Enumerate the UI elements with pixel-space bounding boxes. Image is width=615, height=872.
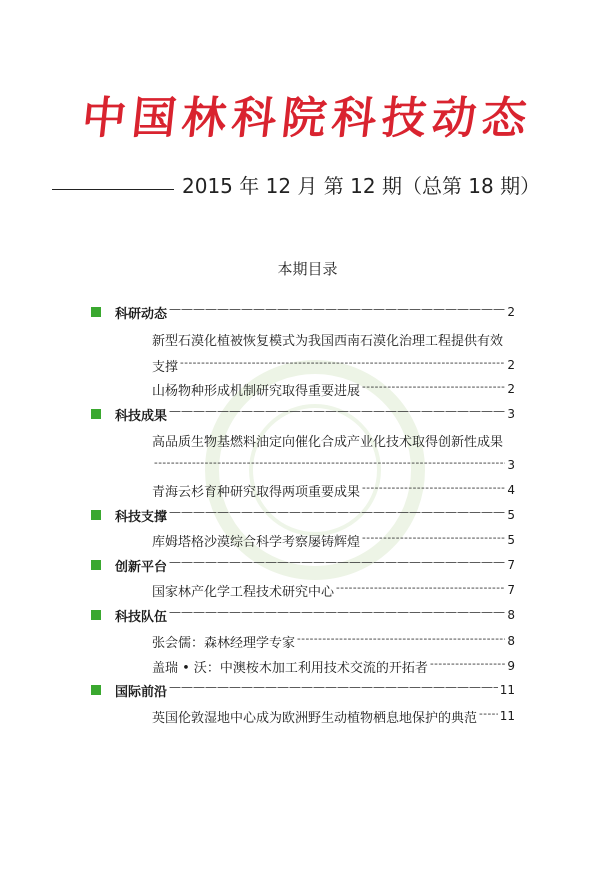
article-title-cont: 支撑 xyxy=(152,359,179,375)
leader-line xyxy=(169,407,505,421)
leader-line xyxy=(297,634,505,648)
toc-article[interactable] xyxy=(152,631,515,651)
leader-line xyxy=(169,608,505,622)
toc-heading: 本期目录 xyxy=(277,260,338,278)
article-title: 山杨物种形成机制研究取得重要进展 xyxy=(152,383,361,399)
issue-rule xyxy=(52,189,174,190)
page-number: 3 xyxy=(507,458,515,472)
square-bullet-icon xyxy=(91,409,101,419)
leader-line xyxy=(362,533,505,547)
toc-article-continued[interactable] xyxy=(152,355,515,375)
square-bullet-icon xyxy=(91,685,101,695)
section-label: 创新平台 xyxy=(115,559,168,575)
leader-line xyxy=(154,458,505,472)
page-number: 5 xyxy=(507,508,515,522)
page-number: 2 xyxy=(507,305,515,319)
section-label: 科技队伍 xyxy=(115,609,168,625)
issue-info: 2015 年 12 月 第 12 期（总第 18 期） xyxy=(182,174,541,198)
page-number: 8 xyxy=(507,634,515,648)
article-title: 青海云杉育种研究取得两项重要成果 xyxy=(152,484,361,500)
toc-section[interactable] xyxy=(91,555,515,575)
page-number: 2 xyxy=(507,358,515,372)
article-title: 高品质生物基燃料油定向催化合成产业化技术取得创新性成果 xyxy=(152,434,504,450)
article-title: 国家林产化学工程技术研究中心 xyxy=(152,584,335,600)
article-title: 英国伦敦湿地中心成为欧洲野生动植物栖息地保护的典范 xyxy=(152,710,478,726)
leader-line xyxy=(362,483,505,497)
toc-section[interactable] xyxy=(91,605,515,625)
section-label: 国际前沿 xyxy=(115,684,168,700)
toc-section[interactable] xyxy=(91,505,515,525)
toc-article[interactable] xyxy=(152,706,515,726)
square-bullet-icon xyxy=(91,307,101,317)
toc-article[interactable] xyxy=(152,329,515,349)
toc-article[interactable] xyxy=(152,430,515,450)
page-number: 4 xyxy=(507,483,515,497)
leader-line xyxy=(169,558,505,572)
article-title: 张会儒：森林经理学专家 xyxy=(152,635,296,651)
section-label: 科研动态 xyxy=(115,306,168,322)
leader-line xyxy=(336,583,505,597)
toc-section[interactable] xyxy=(91,680,515,700)
page-number: 7 xyxy=(507,583,515,597)
leader-line xyxy=(479,709,498,723)
page-number: 11 xyxy=(499,709,515,723)
toc-article[interactable] xyxy=(152,379,515,399)
leader-line xyxy=(169,508,505,522)
page-number: 5 xyxy=(507,533,515,547)
toc-article[interactable] xyxy=(152,530,515,550)
article-title: 盖瑞 • 沃：中澳桉木加工利用技术交流的开拓者 xyxy=(152,660,428,676)
page-number: 3 xyxy=(507,407,515,421)
toc-article[interactable] xyxy=(152,580,515,600)
toc-article[interactable] xyxy=(152,656,515,676)
issue-row xyxy=(52,170,582,200)
leader-line xyxy=(362,382,505,396)
section-label: 科技支撑 xyxy=(115,509,168,525)
page-number: 8 xyxy=(507,608,515,622)
page-number: 9 xyxy=(507,659,515,673)
toc-section[interactable] xyxy=(91,404,515,424)
leader-line xyxy=(169,683,498,697)
section-label: 科技成果 xyxy=(115,408,168,424)
page-number: 2 xyxy=(507,382,515,396)
leader-line xyxy=(430,659,505,673)
article-title: 新型石漠化植被恢复模式为我国西南石漠化治理工程提供有效 xyxy=(152,333,504,349)
page-title: 中国林科院科技动态 xyxy=(79,93,535,144)
article-title: 库姆塔格沙漠综合科学考察屡铸辉煌 xyxy=(152,534,361,550)
square-bullet-icon xyxy=(91,610,101,620)
page-number: 7 xyxy=(507,558,515,572)
leader-line xyxy=(169,305,505,319)
square-bullet-icon xyxy=(91,560,101,570)
page-number: 11 xyxy=(499,683,515,697)
square-bullet-icon xyxy=(91,510,101,520)
toc-article[interactable] xyxy=(152,480,515,500)
leader-line xyxy=(180,358,505,372)
toc-section[interactable] xyxy=(91,302,515,322)
toc-article-continued[interactable] xyxy=(152,455,515,475)
